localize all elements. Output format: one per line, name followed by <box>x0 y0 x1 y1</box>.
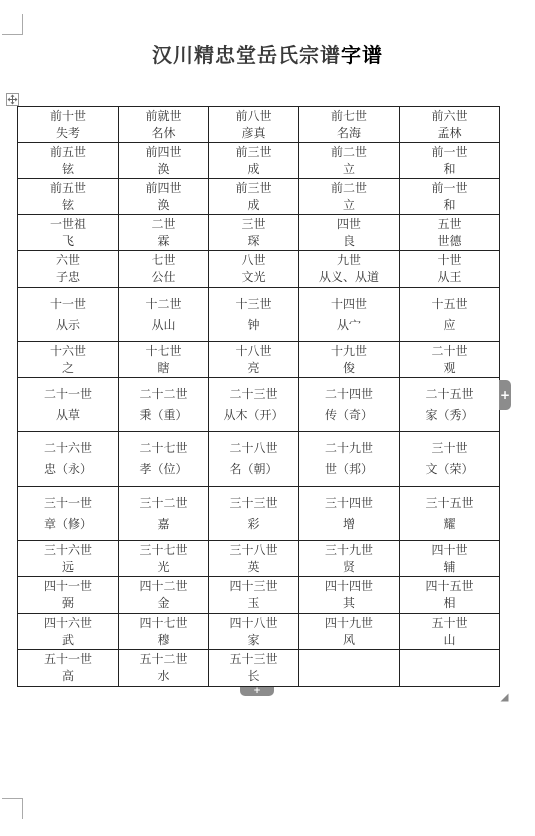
generation-label: 九世 <box>336 253 361 267</box>
generation-label: 二十七世 <box>139 441 188 455</box>
table-row <box>18 179 500 215</box>
table-row <box>18 541 500 577</box>
generation-cell[interactable] <box>299 650 400 687</box>
generation-label: 前就世 <box>145 108 182 123</box>
generation-label: 四十七世 <box>139 615 188 630</box>
add-row-icon: + <box>253 686 261 696</box>
generation-label: 前八世 <box>235 108 272 123</box>
generation-name: 立 <box>342 161 355 176</box>
generation-label: 四十三世 <box>229 579 278 593</box>
generation-name: 世（邦） <box>324 462 373 476</box>
generation-name: 成 <box>247 197 260 212</box>
generation-name: 风 <box>342 632 355 647</box>
generation-label: 三十二世 <box>139 495 188 510</box>
generation-label: 四十世 <box>431 542 468 557</box>
generation-name: 从木（开） <box>223 407 284 422</box>
generation-name: 良 <box>342 233 355 248</box>
generation-label: 二十六世 <box>43 441 92 455</box>
generation-cell[interactable] <box>18 143 119 179</box>
generation-label: 前二世 <box>330 180 367 195</box>
generation-name: 远 <box>61 559 74 574</box>
generation-name: 和 <box>443 197 456 212</box>
generation-label: 二十四世 <box>324 386 373 401</box>
generation-name: 从草 <box>55 407 80 422</box>
generation-name: 家 <box>247 632 260 647</box>
generation-name: 立 <box>342 197 355 212</box>
document-title-main: 汉川精忠堂岳氏宗谱 <box>152 43 341 67</box>
generation-cell[interactable] <box>119 107 209 143</box>
generation-cell[interactable] <box>18 432 119 487</box>
generation-cell[interactable] <box>299 378 400 432</box>
generation-cell[interactable] <box>400 342 500 378</box>
generation-cell[interactable] <box>400 378 500 432</box>
generation-name: 穆 <box>157 632 170 647</box>
generation-label: 三十一世 <box>43 495 92 510</box>
generation-name: 从宀 <box>336 317 361 332</box>
generation-label: 四世 <box>336 216 361 231</box>
generation-label: 八世 <box>241 253 266 267</box>
page-corner-mark-top-left <box>2 14 23 35</box>
table-row <box>18 342 500 378</box>
generation-cell[interactable] <box>209 251 299 288</box>
generation-label: 前十世 <box>49 108 86 123</box>
generation-label: 十世 <box>437 253 462 267</box>
generation-name: 相 <box>443 596 456 610</box>
generation-name: 名（朝） <box>229 462 278 476</box>
generation-label: 三世 <box>241 216 266 231</box>
generation-cell[interactable] <box>400 143 500 179</box>
table-row <box>18 143 500 179</box>
generation-name: 忠（永） <box>43 462 92 476</box>
generation-cell[interactable] <box>299 614 400 650</box>
generation-name: 名海 <box>336 125 361 140</box>
generation-label: 前四世 <box>145 144 182 159</box>
generation-name: 成 <box>247 161 260 176</box>
table-row <box>18 378 500 432</box>
add-column-button[interactable] <box>499 380 511 410</box>
generation-label: 三十七世 <box>139 542 188 557</box>
generation-name: 高 <box>61 669 74 683</box>
generation-name: 琛 <box>247 233 260 248</box>
generation-cell[interactable] <box>119 179 209 215</box>
generation-cell[interactable] <box>119 288 209 342</box>
generation-cell[interactable] <box>18 378 119 432</box>
generation-cell[interactable] <box>209 107 299 143</box>
generation-cell[interactable] <box>18 541 119 577</box>
generation-label: 三十六世 <box>43 542 92 557</box>
generation-name: 从山 <box>151 317 176 332</box>
generation-name: 涣 <box>157 197 170 212</box>
document-title <box>0 39 535 68</box>
generation-name: 其 <box>342 596 355 610</box>
generation-name: 霖 <box>157 233 170 248</box>
table-row <box>18 215 500 251</box>
generation-cell[interactable] <box>119 143 209 179</box>
four-arrows-move-icon <box>6 93 19 106</box>
generation-label: 前五世 <box>49 180 86 195</box>
generation-label: 十九世 <box>330 343 367 358</box>
generation-cell[interactable] <box>119 342 209 378</box>
generation-label: 四十五世 <box>425 579 474 593</box>
generation-name: 传（奇） <box>324 407 373 422</box>
generation-cell[interactable] <box>209 432 299 487</box>
generation-cell[interactable] <box>18 179 119 215</box>
generation-label: 前四世 <box>145 180 182 195</box>
table-row <box>18 487 500 541</box>
generation-cell[interactable] <box>209 288 299 342</box>
generation-cell[interactable] <box>119 577 209 614</box>
generation-cell[interactable] <box>400 541 500 577</box>
generation-name: 俊 <box>342 360 355 375</box>
generation-label: 三十五世 <box>425 495 474 510</box>
generation-name: 名休 <box>151 125 176 140</box>
generation-name: 涣 <box>157 161 170 176</box>
generation-cell[interactable] <box>299 541 400 577</box>
generation-cell[interactable] <box>18 342 119 378</box>
generation-label: 五世 <box>437 216 462 231</box>
generation-name: 铉 <box>61 161 74 176</box>
generation-name: 孟林 <box>437 125 462 140</box>
add-row-button[interactable] <box>240 687 274 696</box>
generation-label: 十六世 <box>49 343 86 358</box>
generation-cell[interactable] <box>18 487 119 541</box>
generation-label: 五十二世 <box>139 652 188 666</box>
generation-name: 增 <box>342 516 355 531</box>
generation-name: 山 <box>443 632 456 647</box>
generation-name: 嘉 <box>157 516 170 531</box>
table-row <box>18 650 500 687</box>
generation-cell[interactable] <box>400 577 500 614</box>
generation-name: 从示 <box>55 317 80 332</box>
generation-cell[interactable] <box>400 614 500 650</box>
generation-name: 光 <box>157 559 170 574</box>
generation-cell[interactable] <box>400 179 500 215</box>
generation-cell[interactable] <box>209 614 299 650</box>
generation-label: 前二世 <box>330 144 367 159</box>
generation-cell[interactable] <box>209 215 299 251</box>
table-row <box>18 432 500 487</box>
resize-corner-icon <box>500 693 509 702</box>
table-row <box>18 107 500 143</box>
generation-label: 前一世 <box>431 180 468 195</box>
table-row <box>18 614 500 650</box>
generation-name: 孝（位） <box>139 462 188 476</box>
genealogy-table <box>17 106 500 687</box>
generation-name: 玉 <box>247 596 260 610</box>
generation-label: 五十世 <box>431 615 468 630</box>
generation-cell[interactable] <box>18 288 119 342</box>
generation-cell[interactable] <box>119 614 209 650</box>
generation-label: 十一世 <box>49 296 86 311</box>
generation-name: 公仕 <box>151 270 176 284</box>
generation-label: 十四世 <box>330 296 367 311</box>
generation-label: 三十八世 <box>229 542 278 557</box>
generation-cell[interactable] <box>209 179 299 215</box>
generation-cell[interactable] <box>400 650 500 687</box>
generation-cell[interactable] <box>299 577 400 614</box>
generation-name: 秉（重） <box>139 407 188 422</box>
generation-label: 前六世 <box>431 108 468 123</box>
table-row <box>18 577 500 614</box>
generation-cell[interactable] <box>400 107 500 143</box>
generation-name: 和 <box>443 161 456 176</box>
generation-name: 钟 <box>247 317 260 332</box>
generation-cell[interactable] <box>299 432 400 487</box>
generation-name: 亮 <box>247 360 260 375</box>
generation-cell[interactable] <box>18 251 119 288</box>
page-corner-mark-bottom-left <box>2 798 23 819</box>
generation-label: 四十四世 <box>324 579 373 593</box>
generation-name: 应 <box>443 317 456 332</box>
generation-label: 十三世 <box>235 296 272 311</box>
generation-name: 铉 <box>61 197 74 212</box>
generation-cell[interactable] <box>400 288 500 342</box>
generation-name: 家（秀） <box>425 407 474 422</box>
generation-cell[interactable] <box>400 215 500 251</box>
generation-label: 四十六世 <box>43 615 92 630</box>
generation-label: 二十二世 <box>139 386 188 401</box>
generation-label: 十五世 <box>431 296 468 311</box>
generation-cell[interactable] <box>299 342 400 378</box>
generation-cell[interactable] <box>18 107 119 143</box>
generation-name: 从义、从道 <box>318 270 379 284</box>
generation-cell[interactable] <box>400 251 500 288</box>
generation-cell[interactable] <box>119 432 209 487</box>
generation-label: 二十九世 <box>324 441 373 455</box>
generation-cell[interactable] <box>209 541 299 577</box>
generation-cell[interactable] <box>400 432 500 487</box>
generation-name: 之 <box>61 360 74 375</box>
generation-name: 金 <box>157 596 170 610</box>
generation-cell[interactable] <box>299 288 400 342</box>
generation-name: 水 <box>157 669 170 683</box>
generation-label: 十二世 <box>145 296 182 311</box>
generation-cell[interactable] <box>119 251 209 288</box>
generation-label: 四十一世 <box>43 579 92 593</box>
generation-cell[interactable] <box>119 650 209 687</box>
generation-name: 瞎 <box>157 360 170 375</box>
generation-label: 二十三世 <box>229 386 278 401</box>
generation-cell[interactable] <box>299 179 400 215</box>
generation-cell[interactable] <box>119 487 209 541</box>
generation-label: 五十三世 <box>229 652 278 666</box>
generation-label: 前五世 <box>49 144 86 159</box>
generation-cell[interactable] <box>299 487 400 541</box>
generation-name: 辅 <box>443 559 456 574</box>
table-move-handle[interactable] <box>6 93 19 106</box>
generation-label: 二十世 <box>431 343 468 358</box>
generation-cell[interactable] <box>209 487 299 541</box>
generation-label: 二十一世 <box>43 386 92 401</box>
generation-label: 前七世 <box>330 108 367 123</box>
generation-label: 三十世 <box>431 441 468 455</box>
generation-name: 子忠 <box>55 270 80 284</box>
generation-cell[interactable] <box>209 650 299 687</box>
generation-cell[interactable] <box>119 215 209 251</box>
generation-label: 十七世 <box>145 343 182 358</box>
generation-name: 文（荣） <box>425 462 474 476</box>
generation-cell[interactable] <box>299 143 400 179</box>
generation-cell[interactable] <box>299 107 400 143</box>
generation-cell[interactable] <box>119 378 209 432</box>
generation-cell[interactable] <box>400 487 500 541</box>
generation-label: 前一世 <box>431 144 468 159</box>
generation-cell[interactable] <box>209 143 299 179</box>
generation-label: 六世 <box>55 253 80 267</box>
generation-label: 二世 <box>151 216 176 231</box>
generation-name: 弼 <box>61 596 74 610</box>
generation-label: 三十三世 <box>229 495 278 510</box>
generation-cell[interactable] <box>18 614 119 650</box>
generation-name: 耀 <box>443 516 456 531</box>
generation-name: 章（修） <box>43 516 92 531</box>
table-row <box>18 251 500 288</box>
generation-cell[interactable] <box>209 577 299 614</box>
generation-cell[interactable] <box>299 215 400 251</box>
generation-name: 飞 <box>61 233 74 248</box>
document-title-tail: 字谱 <box>341 43 383 67</box>
generation-label: 一世祖 <box>49 216 86 231</box>
generation-label: 二十八世 <box>229 441 278 455</box>
generation-label: 四十八世 <box>229 615 278 630</box>
generation-cell[interactable] <box>18 577 119 614</box>
generation-label: 四十二世 <box>139 579 188 593</box>
table-row <box>18 288 500 342</box>
generation-label: 十八世 <box>235 343 272 358</box>
generation-name: 贤 <box>342 559 355 574</box>
generation-name: 世德 <box>437 233 462 248</box>
generation-cell[interactable] <box>209 342 299 378</box>
generation-label: 五十一世 <box>43 652 92 666</box>
generation-label: 前三世 <box>235 180 272 195</box>
generation-cell[interactable] <box>299 251 400 288</box>
generation-cell[interactable] <box>119 541 209 577</box>
generation-label: 前三世 <box>235 144 272 159</box>
generation-name: 从王 <box>437 270 462 284</box>
generation-name: 长 <box>247 669 260 683</box>
generation-label: 二十五世 <box>425 386 474 401</box>
generation-name: 彦真 <box>241 125 266 140</box>
generation-name: 英 <box>247 559 260 574</box>
generation-cell[interactable] <box>18 215 119 251</box>
generation-label: 三十四世 <box>324 495 373 510</box>
add-column-icon: + <box>499 388 511 402</box>
generation-name: 彩 <box>247 516 260 531</box>
generation-label: 七世 <box>151 253 176 267</box>
generation-name: 文光 <box>241 270 266 284</box>
generation-cell[interactable] <box>18 650 119 687</box>
generation-name: 失考 <box>55 125 80 140</box>
generation-label: 三十九世 <box>324 542 373 557</box>
generation-cell[interactable] <box>209 378 299 432</box>
generation-name: 观 <box>443 360 456 375</box>
generation-label: 四十九世 <box>324 615 373 630</box>
generation-name: 武 <box>61 632 74 647</box>
table-resize-handle[interactable] <box>500 687 509 696</box>
